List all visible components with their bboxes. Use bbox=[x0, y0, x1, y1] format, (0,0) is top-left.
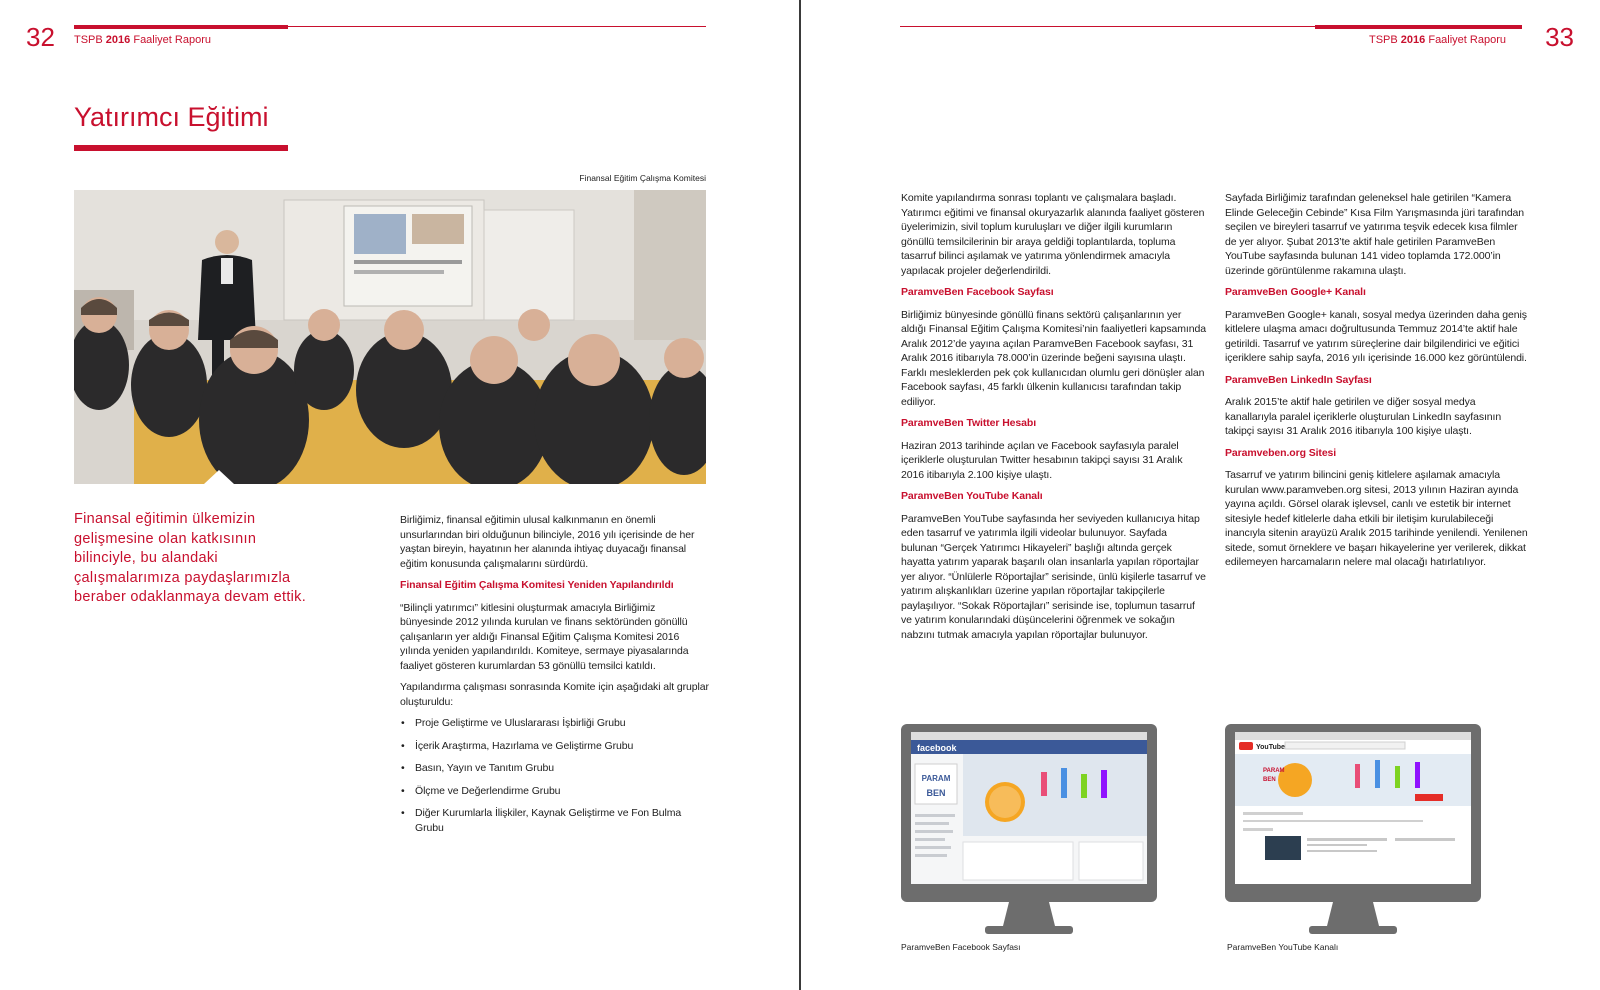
yt-ben-text: BEN bbox=[1263, 777, 1276, 783]
list-item: • Ölçme ve Değerlendirme Grubu bbox=[401, 784, 561, 797]
linkedin-paragraph: Aralık 2015’te aktif hale getirilen ve diğer sosyal medya kanallarıyla paralel içeriklerle oluşturulan LinkedIn sayfasının takipçi sayısı 31 Aralık 2016 itibarıyla 100 kişiye ulaştı. bbox=[1225, 396, 1502, 437]
intro-paragraph: Birliğimiz, finansal eğitimin ulusal kalkınmanın en önemli unsurlarından biri olduğunun bilinciyle, 2016 yılı içerisinde de her yaştan bireyin, hayatının her alanında ihtiyaç duyacağı finansal eğitim konusunda çalışmalarını sürdürdü. bbox=[400, 514, 695, 570]
right-body-column-2 bbox=[1225, 191, 1530, 577]
committee-continuation: Komite yapılandırma sonrası toplantı ve çalışmalara başladı. Yatırımcı eğitimi ve finansal okuryazarlık alanında faaliyet gösteren üyelerimizin, sivil toplum kuruluşları ve diğer ilgili kurumların gönüllü temsilcilerinin bir araya geldiği toplantılarda, topluma tasarruf bilinci aşılamak ve yatırıma yönlendirmek amacıyla yapılacak projeler değerlendirildi. bbox=[901, 192, 1205, 277]
yt-param-text: PARAM bbox=[1263, 768, 1285, 774]
list-item: • Diğer Kurumlarla İlişkiler, Kaynak Geliştirme ve Fon Bulma Grubu bbox=[401, 807, 682, 834]
linkedin-heading: ParamveBen LinkedIn Sayfası bbox=[1225, 373, 1372, 386]
youtube-monitor-image bbox=[1225, 724, 1481, 940]
committee-paragraph-2: Yapılandırma çalışması sonrasında Komite için aşağıdaki alt gruplar oluşturuldu: bbox=[400, 681, 709, 708]
pull-quote: Finansal eğitimin ülkemizin gelişmesine olan katkısının bilinciyle, bu alandaki çalışmalarımıza paydaşlarımızla beraber odaklanmaya devam ettik. bbox=[74, 511, 307, 605]
site-paragraph: Tasarruf ve yatırım bilincini geniş kitlelere aşılamak amacıyla kurulan www.paramveben.org sitesi, 2013 yılının Haziran ayında yayına açıldı. Görsel olarak işlevsel, canlı ve estetik bir internet sitesiyle hedef kitlelerle daha etkili bir iletişim kurulabileceği inancıyla sitenin arayüzü Aralık 2015 tarihinde yenilendi. Yenilenen sitede, somut örneklere ve başarı hikayelerine yer verilerek, dikkat edilemeyen harcamaların nelere mal olacağı hatırlatılıyor. bbox=[1225, 469, 1528, 568]
param-logo-text: PARAM bbox=[921, 774, 951, 783]
section-title: Yatırımcı Eğitimi bbox=[74, 102, 269, 132]
facebook-caption: ParamveBen Facebook Sayfası bbox=[901, 942, 1021, 952]
seminar-photo bbox=[74, 190, 706, 484]
google-paragraph: ParamveBen Google+ kanalı, sosyal medya üzerinden daha geniş kitlelere ulaşma amacı doğrultusunda Temmuz 2014’te aktif hale getirildi. Tasarruf ve yatırım süreçlerine dair bilgilendirici ve eğitici içeriklere sahip sayfa, 2016 yılı içerisinde 16.000 kez görüntülendi. bbox=[1225, 308, 1527, 364]
site-heading: Paramveben.org Sitesi bbox=[1225, 446, 1337, 459]
header-accent-left bbox=[74, 25, 288, 29]
committee-paragraph-1: “Bilinçli yatırımcı” kitlesini oluşturmak amacıyla Birliğimiz bünyesinde 2012 yılında kurulan ve finans sektöründen gönüllü çalışanların yer aldığı Finansal Eğitim Çalışma Komitesi 2016 yılında yeniden yapılandırıldı. Komiteye, sermaye piyasalarında faaliyet gösteren kurumlardan 53 gönüllü temsilci katıldı. bbox=[400, 601, 689, 672]
facebook-monitor-image bbox=[901, 724, 1157, 940]
subgroup-list bbox=[400, 716, 710, 835]
facebook-logo-text: facebook bbox=[917, 743, 957, 753]
right-page bbox=[800, 0, 1600, 990]
right-body-column-1 bbox=[901, 191, 1206, 649]
facebook-paragraph: Birliğimiz bünyesinde gönüllü finans sektörü çalışanlarının yer aldığı Finansal Eğitim Çalışma Komitesi’nin faaliyetleri kapsamında Aralık 2012’de yayına açılan ParamveBen Facebook sayfası, 31 Aralık 2016 itibarıyla 78.000’in üzerinde beğeni sayısına ulaştı. Farklı mesleklerden pek çok kullanıcıdan olumlu geri dönüşler alan Facebook sayfası, 45 farklı ülkenin kullanıcısı tarafından takip ediliyor. bbox=[901, 308, 1206, 408]
committee-heading: Finansal Eğitim Çalışma Komitesi Yeniden Yapılandırıldı bbox=[400, 579, 674, 591]
running-header-left: TSPB 2016 Faaliyet Raporu bbox=[74, 34, 211, 46]
youtube-paragraph: ParamveBen YouTube sayfasında her seviyeden kullanıcıya hitap eden tasarruf ve yatırımla ilgili videolar bulunuyor. Sayfada bulunan “Gerçek Yatırımcı Hikayeleri” başlığı altında gerçek hayatta yatırım yaparak başarılı olan insanlarla yapılan röportajlar yer alıyor. “Ünlülerle Röportajlar” serisinde, ünlü kişilerle tasarruf ve yatırım alışkanlıkları üzerine yapılan röportajlar takipçilerle paylaşılıyor. “Sokak Röportajları” serisinde ise, toplumun tasarruf ve yatırım konularındaki düşüncelerini öğrenmek ve sokağın nabzını tutmak amacıyla yapılan röportajlar bulunuyor. bbox=[901, 512, 1206, 641]
youtube-heading: ParamveBen YouTube Kanalı bbox=[901, 490, 1043, 502]
photo-caption: Finansal Eğitim Çalışma Komitesi bbox=[579, 173, 706, 183]
running-header-right: TSPB 2016 Faaliyet Raporu bbox=[1369, 34, 1506, 46]
list-item: • Proje Geliştirme ve Uluslararası İşbirliği Grubu bbox=[401, 717, 626, 729]
header-accent-right bbox=[1315, 25, 1522, 29]
title-underline bbox=[74, 145, 288, 151]
list-item: • Basın, Yayın ve Tanıtım Grubu bbox=[401, 762, 554, 774]
youtube-logo-text: YouTube bbox=[1256, 744, 1285, 751]
facebook-heading: ParamveBen Facebook Sayfası bbox=[901, 286, 1054, 298]
page-number-left: 32 bbox=[26, 22, 55, 52]
youtube-caption: ParamveBen YouTube Kanalı bbox=[1227, 942, 1339, 952]
google-heading: ParamveBen Google+ Kanalı bbox=[1225, 286, 1366, 298]
twitter-heading: ParamveBen Twitter Hesabı bbox=[901, 417, 1037, 429]
left-body-column bbox=[400, 513, 710, 843]
twitter-paragraph: Haziran 2013 tarihinde açılan ve Facebook sayfasıyla paralel içeriklerle oluşturulan Twitter hesabının takipçi sayısı 31 Aralık 2016 itibarıyla 2.100 kişiye ulaştı. bbox=[901, 439, 1183, 481]
list-item: • İçerik Araştırma, Hazırlama ve Geliştirme Grubu bbox=[401, 739, 634, 752]
page-number-right: 33 bbox=[1545, 22, 1574, 52]
ben-logo-text: BEN bbox=[926, 788, 946, 798]
youtube-continuation: Sayfada Birliğimiz tarafından geleneksel hale getirilen “Kamera Elinde Geleceğin Cebinde” Kısa Film Yarışmasında jüri tarafından seçilen ve bireyleri tasarruf ve yatırıma teşvik edecek kısa filmler de yer alıyor. Şubat 2013’te aktif hale getirilen ParamveBen YouTube sayfasında bulunan 141 video toplamda 172.000’in üzerinde görüntülenme rakamına ulaştı. bbox=[1225, 192, 1525, 277]
